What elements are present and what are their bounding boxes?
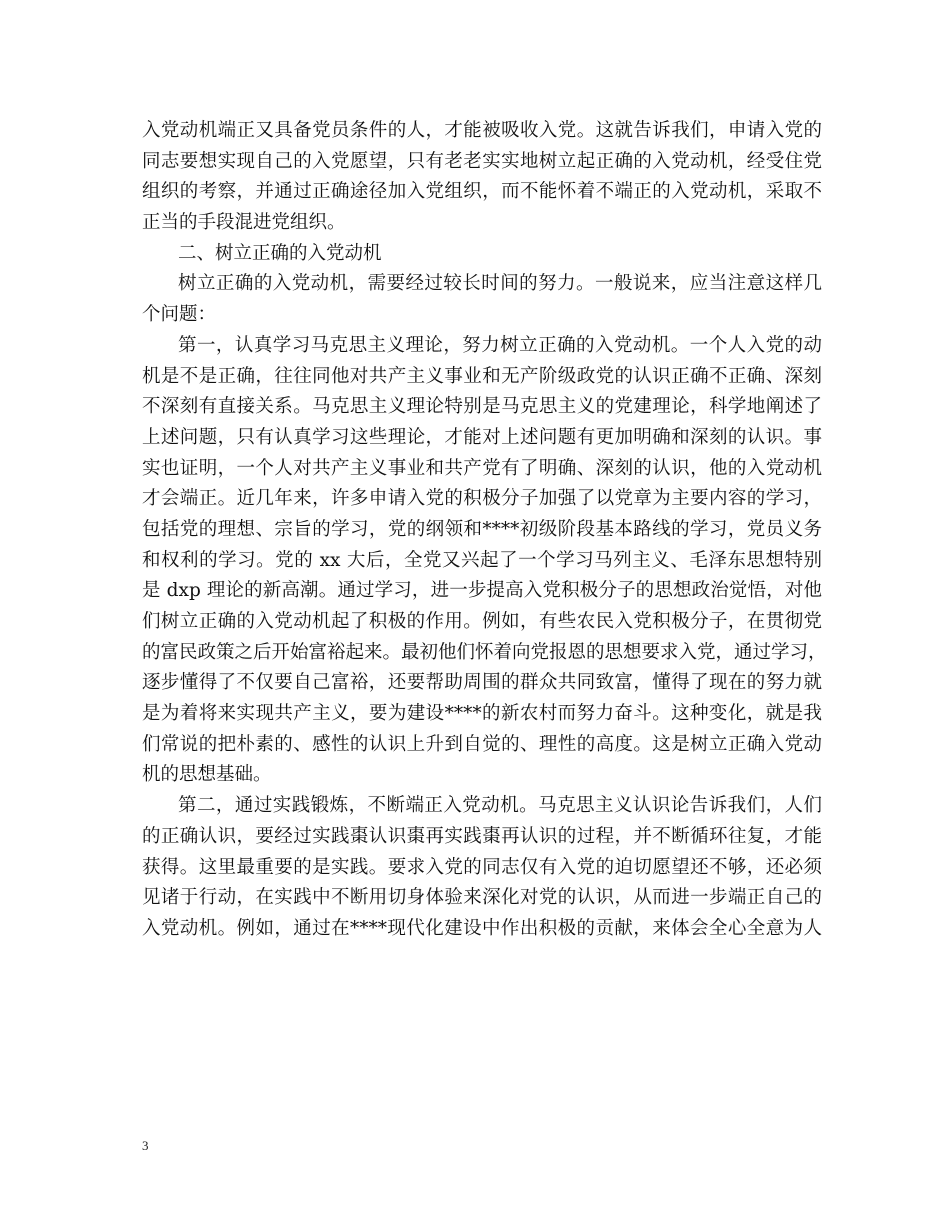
- text-line: 不深刻有直接关系。马克思主义理论特别是马克思主义的党建理论，科学地阐述了: [142, 396, 822, 418]
- text-line: 树立正确的入党动机，需要经过较长时间的努力。一般说来，应当注意这样几: [178, 273, 822, 295]
- text-line: 机是不是正确，往往同他对共产主义事业和无产阶级政党的认识正确不正确、深刻: [142, 365, 822, 387]
- text-line: 是 dxp 理论的新高潮。通过学习，进一步提高入党积极分子的思想政治觉悟，对他: [142, 580, 822, 602]
- text-line: 才会端正。近几年来，许多申请入党的积极分子加强了以党章为主要内容的学习，: [142, 488, 822, 510]
- section-heading: 二、树立正确的入党动机: [178, 242, 382, 264]
- text-line: 是为着将来实现共产主义，要为建设****的新农村而努力奋斗。这种变化，就是我: [142, 703, 822, 725]
- text-line: 入党动机端正又具备党员条件的人，才能被吸收入党。这就告诉我们，申请入党的: [142, 120, 822, 141]
- text-line: 见诸于行动，在实践中不断用切身体验来深化对党的认识，从而进一步端正自己的: [142, 887, 822, 909]
- text-line: 们常说的把朴素的、感性的认识上升到自觉的、理性的高度。这是树立正确入党动: [142, 733, 822, 755]
- text-line: 第二，通过实践锻炼，不断端正入党动机。马克思主义认识论告诉我们，人们: [178, 795, 822, 817]
- text-line: 同志要想实现自己的入党愿望，只有老老实实地树立起正确的入党动机，经受住党: [142, 150, 822, 172]
- text-line: 第一，认真学习马克思主义理论，努力树立正确的入党动机。一个人入党的动: [178, 334, 822, 356]
- text-line: 入党动机。例如，通过在****现代化建设中作出积极的贡献，来体会全心全意为人: [142, 917, 822, 939]
- text-line: 个问题：: [142, 304, 217, 326]
- text-line: 上述问题，只有认真学习这些理论，才能对上述问题有更加明确和深刻的认识。事: [142, 426, 822, 448]
- text-line: 包括党的理想、宗旨的学习，党的纲领和****初级阶段基本路线的学习，党员义务: [142, 518, 822, 540]
- text-line: 机的思想基础。: [142, 764, 272, 786]
- text-line: 逐步懂得了不仅要自己富裕，还要帮助周围的群众共同致富，懂得了现在的努力就: [142, 672, 822, 694]
- text-line: 们树立正确的入党动机起了积极的作用。例如，有些农民入党积极分子，在贯彻党: [142, 611, 822, 632]
- text-line: 实也证明，一个人对共产主义事业和共产党有了明确、深刻的认识，他的入党动机: [142, 457, 822, 479]
- text-line: 的正确认识，要经过实践棗认识棗再实践棗再认识的过程，并不断循环往复，才能: [142, 825, 822, 847]
- document-body: [142, 116, 827, 945]
- page-number: 3: [142, 1138, 149, 1153]
- text-line: 和权利的学习。党的 xx 大后，全党又兴起了一个学习马列主义、毛泽东思想特别: [142, 549, 822, 571]
- text-line: 获得。这里最重要的是实践。要求入党的同志仅有入党的迫切愿望还不够，还必须: [142, 856, 822, 878]
- text-line: 正当的手段混进党组织。: [142, 212, 346, 234]
- text-line: 组织的考察，并通过正确途径加入党组织，而不能怀着不端正的入党动机，采取不: [142, 181, 822, 203]
- text-line: 的富民政策之后开始富裕起来。最初他们怀着向党报恩的思想要求入党，通过学习，: [142, 641, 827, 663]
